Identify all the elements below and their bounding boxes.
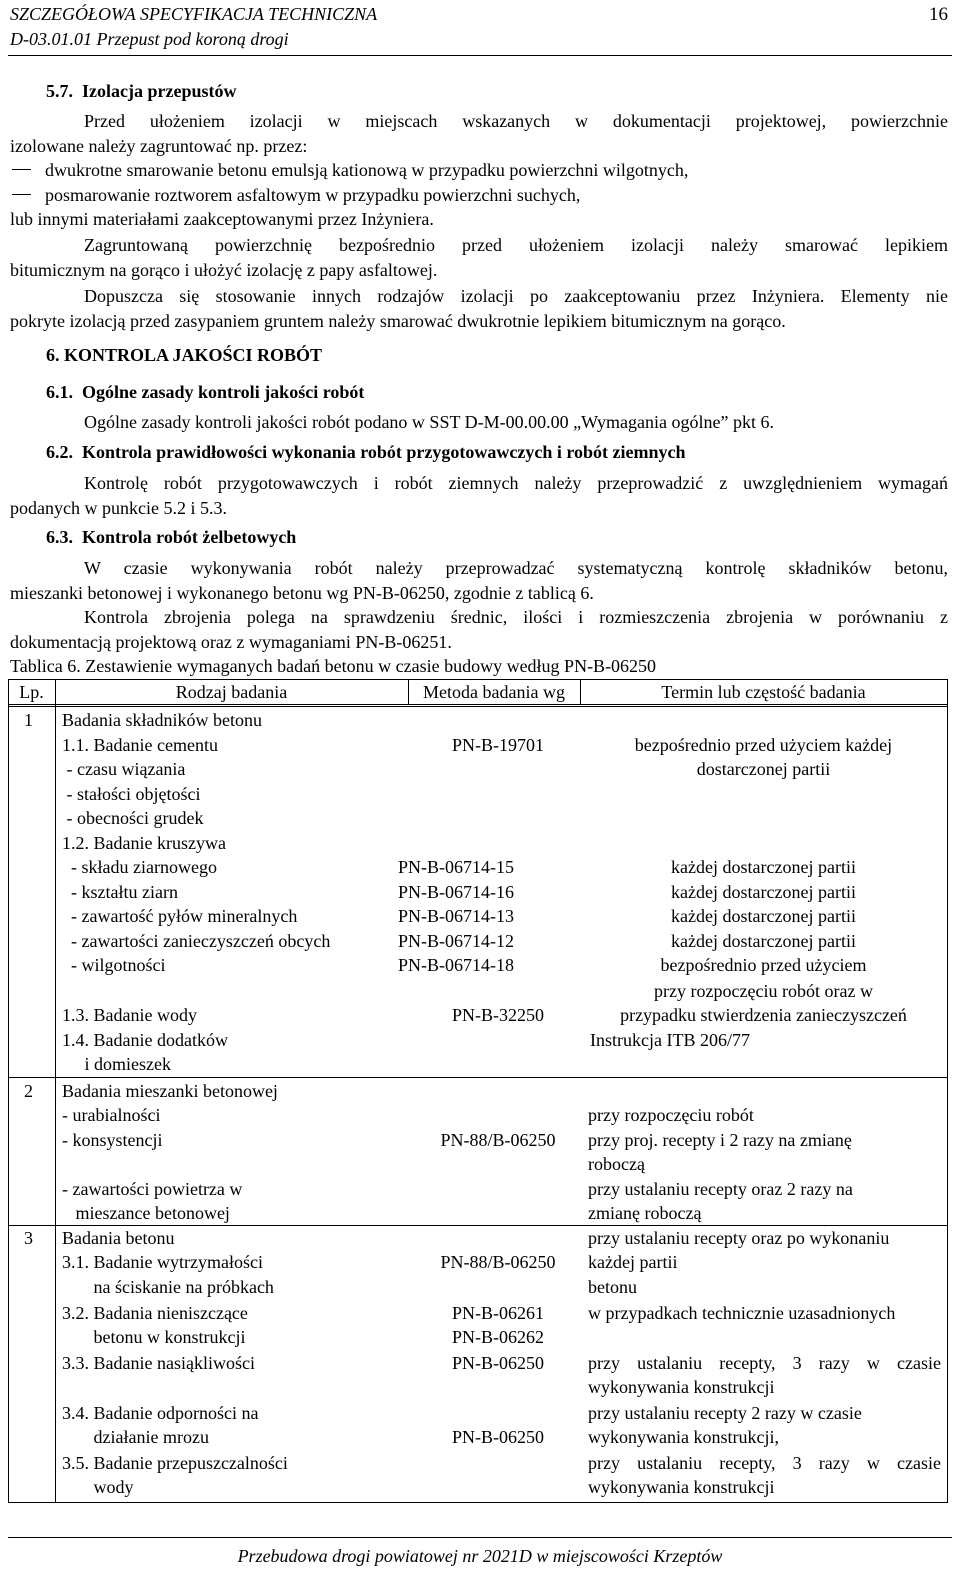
table-cell: w przypadkach technicznie uzasadnionych — [588, 1303, 896, 1323]
table-cell: - czasu wiązania — [62, 759, 186, 779]
table-border — [8, 1502, 948, 1503]
table-cell: - zawartości powietrza w — [62, 1179, 243, 1199]
section-number: 6.2. — [46, 442, 73, 462]
table-cell: 3.5. Badanie przepuszczalności — [62, 1453, 288, 1473]
table-cell: mieszance betonowej — [62, 1203, 230, 1223]
table-cell-lp: 2 — [24, 1081, 33, 1101]
table-cell-lp: 1 — [24, 710, 33, 730]
table-border — [8, 706, 948, 707]
table-cell: Badania mieszanki betonowej — [62, 1081, 278, 1101]
table-cell: - kształtu ziarn — [62, 882, 178, 902]
table-cell: - obecności grudek — [62, 808, 204, 828]
table-cell: PN-88/B-06250 — [440, 1130, 556, 1150]
document-footer: Przebudowa drogi powiatowej nr 2021D w miejscowości Krzeptów — [237, 1546, 723, 1566]
table-cell: PN-B-06714-15 — [398, 857, 514, 877]
table-cell: betonu — [588, 1277, 637, 1297]
table-cell: 3.1. Badanie wytrzymałości — [62, 1252, 263, 1272]
paragraph-line: dokumentacją projektową oraz z wymaganiami PN-B-06251. — [10, 632, 452, 652]
table-cell: bezpośrednio przed użyciem każdej — [634, 735, 893, 755]
section-number: 5.7. — [46, 81, 73, 101]
header-title-line1: SZCZEGÓŁOWA SPECYFIKACJA TECHNICZNA — [10, 4, 378, 24]
table-cell: 3.2. Badania nieniszczące — [62, 1303, 248, 1323]
section-6-3-heading — [46, 525, 296, 549]
table-cell: 3.4. Badanie odporności na — [62, 1403, 259, 1423]
paragraph-line: lub innymi materiałami zaakceptowanymi przez Inżyniera. — [10, 209, 434, 229]
table-border — [55, 679, 56, 1502]
table-cell: przy rozpoczęciu robót — [588, 1105, 754, 1125]
table-cell: przy ustalaniu recepty oraz po wykonaniu — [588, 1228, 890, 1248]
section-6-heading: 6. KONTROLA JAKOŚCI ROBÓT — [46, 345, 323, 365]
table-cell: przy ustalaniu recepty, 3 razy w czasie — [588, 1353, 941, 1373]
table-cell: przypadku stwierdzenia zanieczyszczeń — [620, 1005, 907, 1025]
table-cell: 3.3. Badanie nasiąkliwości — [62, 1353, 255, 1373]
header-title-line2: D-03.01.01 Przepust pod koroną drogi — [10, 29, 289, 49]
table-cell: - wilgotności — [62, 955, 166, 975]
paragraph-line: izolowane należy zagruntować np. przez: — [10, 136, 308, 156]
table-cell: Badania betonu — [62, 1228, 175, 1248]
footer-rule — [8, 1537, 952, 1538]
table-cell: na ściskanie na próbkach — [62, 1277, 274, 1297]
table-cell: - konsystencji — [62, 1130, 163, 1150]
table-cell: Badania składników betonu — [62, 710, 262, 730]
table-cell: przy proj. recepty i 2 razy na zmianę — [588, 1130, 852, 1150]
table-cell: 1.3. Badanie wody — [62, 1005, 197, 1025]
paragraph-line: Ogólne zasady kontroli jakości robót podano w SST D-M-00.00.00 „Wymagania ogólne” pkt 6. — [84, 412, 774, 432]
table-cell: wykonywania konstrukcji, — [588, 1427, 779, 1447]
table-cell: i domieszek — [62, 1054, 171, 1074]
section-6-1-heading — [46, 380, 364, 404]
table-border — [947, 679, 948, 1502]
table-cell: PN-B-06714-18 — [398, 955, 514, 975]
table-cell: zmianę roboczą — [588, 1203, 702, 1223]
table-cell: przy rozpoczęciu robót oraz w — [654, 981, 873, 1001]
paragraph-line: Przed ułożeniem izolacji w miejscach wskazanych w dokumentacji projektowej, powierzchnie — [84, 111, 948, 131]
table-cell-lp: 3 — [24, 1228, 33, 1248]
table-cell: przy ustalaniu recepty oraz 2 razy na — [588, 1179, 853, 1199]
table-header-method: Metoda badania wg — [423, 682, 565, 702]
table-cell: betonu w konstrukcji — [62, 1327, 246, 1347]
table-cell: wody — [62, 1477, 134, 1497]
table-cell: 1.2. Badanie kruszywa — [62, 833, 226, 853]
table-cell: 1.1. Badanie cementu — [62, 735, 218, 755]
bullet-item — [12, 158, 688, 182]
table-border — [8, 1077, 948, 1078]
paragraph-line: Zagruntowaną powierzchnię bezpośrednio przed ułożeniem izolacji należy smarować lepikiem — [84, 235, 948, 255]
section-title: Ogólne zasady kontroli jakości robót — [82, 382, 365, 402]
table-header-type: Rodzaj badania — [175, 682, 288, 702]
table-cell: PN-B-06250 — [451, 1427, 544, 1447]
table-cell: - zawartości zanieczyszczeń obcych — [62, 931, 331, 951]
paragraph-line: bitumicznym na gorąco i ułożyć izolację z papy asfaltowej. — [10, 260, 438, 280]
bullet-text: posmarowanie roztworem asfaltowym w przypadku powierzchni suchych, — [45, 185, 581, 205]
table-cell: każdej dostarczonej partii — [671, 882, 856, 902]
table-cell: - stałości objętości — [62, 784, 201, 804]
paragraph-line: pokryte izolacją przed zasypaniem gruntem należy smarować dwukrotnie lepikiem bitumicznym na gorąco. — [10, 311, 786, 331]
paragraph-line: mieszanki betonowej i wykonanego betonu wg PN-B-06250, zgodnie z tablicą 6. — [10, 583, 594, 603]
table-cell: działanie mrozu — [62, 1427, 209, 1447]
table-cell: przy ustalaniu recepty, 3 razy w czasie — [588, 1453, 941, 1473]
paragraph-line: podanych w punkcie 5.2 i 5.3. — [10, 498, 227, 518]
section-number: 6.1. — [46, 382, 73, 402]
table-cell: PN-B-32250 — [451, 1005, 544, 1025]
table-cell: - składu ziarnowego — [62, 857, 217, 877]
table-border — [8, 704, 948, 705]
bullet-item — [12, 183, 580, 207]
table-cell: każdej partii — [588, 1252, 678, 1272]
table-border — [8, 679, 9, 1502]
paragraph-line: Dopuszcza się stosowanie innych rodzajów izolacji po zaakceptowaniu przez Inżyniera. Elementy nie — [84, 286, 948, 306]
table-cell: PN-88/B-06250 — [440, 1252, 556, 1272]
table-cell: PN-B-06262 — [451, 1327, 544, 1347]
table-cell: - zawartość pyłów mineralnych — [62, 906, 298, 926]
table-cell: każdej dostarczonej partii — [671, 931, 856, 951]
table-cell: dostarczonej partii — [696, 759, 831, 779]
table-cell: przy ustalaniu recepty 2 razy w czasie — [588, 1403, 862, 1423]
table-header-lp: Lp. — [19, 682, 44, 702]
table-cell: każdej dostarczonej partii — [671, 906, 856, 926]
section-title: Izolacja przepustów — [82, 81, 237, 101]
dash-bullet-icon — [12, 194, 31, 195]
table-cell: - urabialności — [62, 1105, 161, 1125]
table-header-term: Termin lub częstość badania — [661, 682, 866, 702]
page-number: 16 — [929, 4, 948, 25]
section-number: 6.3. — [46, 527, 73, 547]
section-title: Kontrola robót żelbetowych — [82, 527, 297, 547]
table-caption: Tablica 6. Zestawienie wymaganych badań betonu w czasie budowy według PN-B-06250 — [10, 656, 657, 676]
paragraph-line: W czasie wykonywania robót należy przeprowadzać systematyczną kontrolę składników betonu, — [84, 558, 948, 578]
dash-bullet-icon — [12, 169, 31, 170]
table-cell: wykonywania konstrukcji — [588, 1477, 775, 1497]
table-cell: PN-B-06714-16 — [398, 882, 514, 902]
paragraph-line: Kontrolę robót przygotowawczych i robót ziemnych należy przeprowadzić z uwzględnieniem wymagań — [84, 473, 948, 493]
table-cell: PN-B-06714-13 — [398, 906, 514, 926]
table-cell: Instrukcja ITB 206/77 — [590, 1030, 750, 1050]
table-cell: każdej dostarczonej partii — [671, 857, 856, 877]
table-cell: PN-B-19701 — [451, 735, 544, 755]
header-rule — [8, 55, 952, 56]
section-title: Kontrola prawidłowości wykonania robót przygotowawczych i robót ziemnych — [82, 442, 686, 462]
paragraph-line: Kontrola zbrojenia polega na sprawdzeniu średnic, ilości i rozmieszczenia zbrojenia w porównaniu z — [84, 607, 948, 627]
table-cell: PN-B-06261 — [451, 1303, 544, 1323]
section-6-2-heading — [46, 440, 686, 464]
table-cell: PN-B-06714-12 — [398, 931, 514, 951]
table-cell: wykonywania konstrukcji — [588, 1377, 775, 1397]
table-cell: PN-B-06250 — [451, 1353, 544, 1373]
header-title — [10, 2, 377, 52]
table-cell: bezpośrednio przed użyciem — [660, 955, 867, 975]
bullet-text: dwukrotne smarowanie betonu emulsją kationową w przypadku powierzchni wilgotnych, — [45, 160, 689, 180]
section-5-7-heading — [46, 79, 236, 103]
table-cell: roboczą — [588, 1154, 645, 1174]
table-cell: 1.4. Badanie dodatków — [62, 1030, 228, 1050]
